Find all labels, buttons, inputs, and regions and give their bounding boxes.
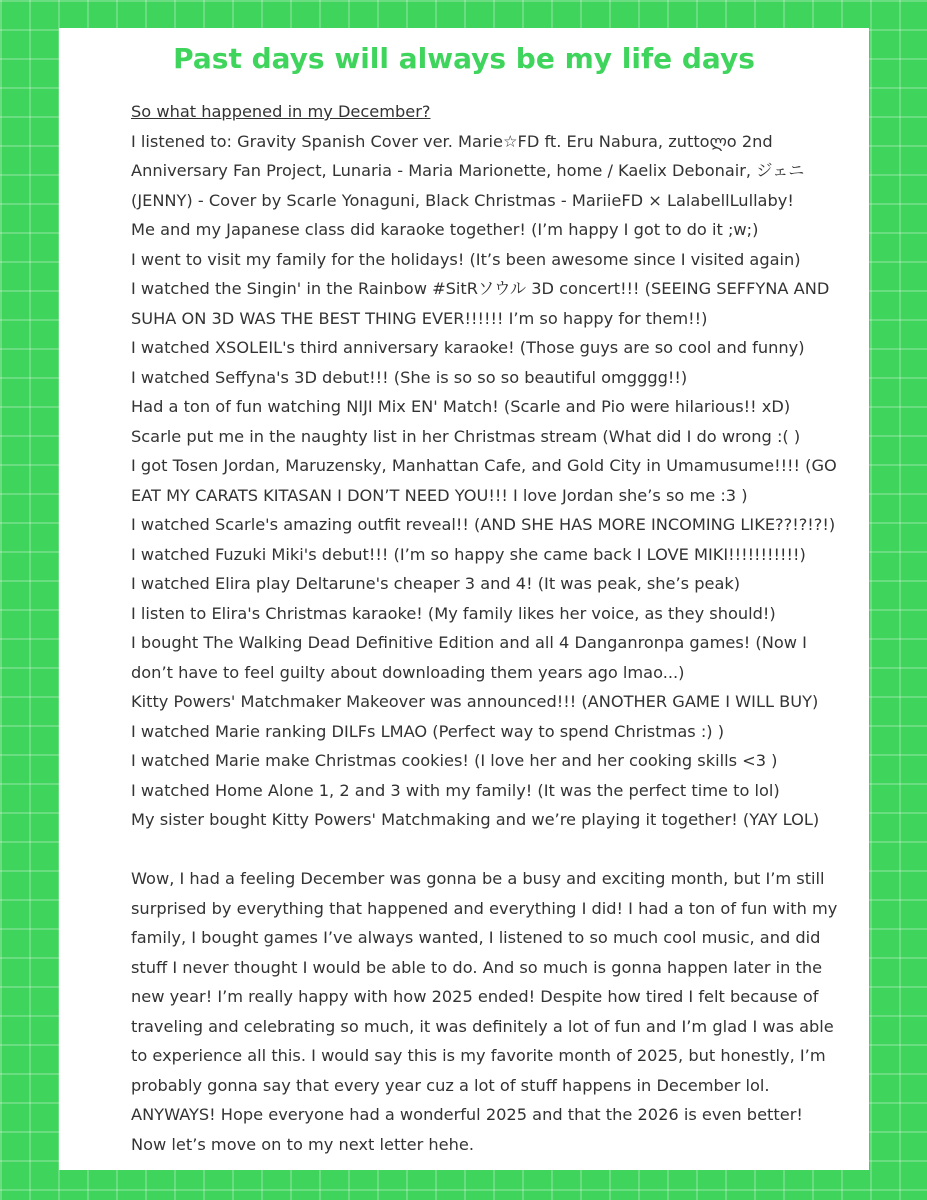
subheading: So what happened in my December? — [131, 102, 431, 121]
list-item: I watched XSOLEIL's third anniversary karaoke! (Those guys are so cool and funny) — [131, 338, 805, 357]
list-item: I watched the Singin' in the Rainbow #SitRソウル 3D concert!!! (SEEING SEFFYNA AND SUHA ON 3D WAS THE BEST THING EVER!!!!!! I’m so happy for them!!) — [131, 279, 830, 328]
list-item: I watched Elira play Deltarune's cheaper 3 and 4! (It was peak, she’s peak) — [131, 574, 741, 593]
list-item: My sister bought Kitty Powers' Matchmaking and we’re playing it together! (YAY LOL) — [131, 810, 820, 829]
list-item: Kitty Powers' Matchmaker Makeover was announced!!! (ANOTHER GAME I WILL BUY) — [131, 692, 819, 711]
letter-page — [59, 28, 869, 1170]
list-item: Me and my Japanese class did karaoke together! (I’m happy I got to do it ;w;) — [131, 220, 759, 239]
list-item: I watched Scarle's amazing outfit reveal!! (AND SHE HAS MORE INCOMING LIKE??!?!?!) — [131, 515, 836, 534]
list-item: I listened to: Gravity Spanish Cover ver. Marie☆FD ft. Eru Nabura, zuttoლo 2nd Anniversary Fan Project, Lunaria - Maria Marionette, home / Kaelix Debonair, ジェニ (JENNY) - Cover by Scarle Yonaguni, Black Christmas - MariieFD × LalabellLullaby! — [131, 131, 805, 210]
closing-paragraph: Wow, I had a feeling December was gonna be a busy and exciting month, but I’m still surprised by everything that happened and everything I did! I had a ton of fun with my family, I bought games I’ve always wanted, I listened to so much cool music, and did stuff I never thought I would be able to do. And so much is gonna happen later in the new year! I’m really happy with how 2025 ended! Despite how tired I felt because of traveling and celebrating so much, it was definitely a lot of fun and I’m glad I was able to experience all this. I would say this is my favorite month of 2025, but honestly, I’m probably gonna say that every year cuz a lot of stuff happens in December lol. ANYWAYS! Hope everyone had a wonderful 2025 and that the 2026 is even better! Now let’s move on to my next letter hehe. — [131, 869, 838, 1154]
letter-body — [131, 97, 843, 1159]
list-item: Had a ton of fun watching NIJI Mix EN' Match! (Scarle and Pio were hilarious!! xD) — [131, 397, 791, 416]
page-title: Past days will always be my life days — [173, 42, 755, 75]
list-item: I listen to Elira's Christmas karaoke! (My family likes her voice, as they should!) — [131, 603, 776, 623]
list-item: I watched Home Alone 1, 2 and 3 with my family! (It was the perfect time to lol) — [131, 780, 780, 800]
list-item: I bought The Walking Dead Definitive Edition and all 4 Danganronpa games! (Now I don’t have to feel guilty about downloading them years ago lmao...) — [131, 633, 807, 682]
list-item: Scarle put me in the naughty list in her Christmas stream (What did I do wrong :( ) — [131, 426, 801, 446]
list-item: I went to visit my family for the holidays! (It’s been awesome since I visited again) — [131, 249, 801, 269]
list-item: I watched Marie make Christmas cookies! (I love her and her cooking skills <3 ) — [131, 751, 778, 770]
list-item: I watched Fuzuki Miki's debut!!! (I’m so happy she came back I LOVE MIKI!!!!!!!!!!!) — [131, 544, 806, 564]
list-item: I watched Marie ranking DILFs LMAO (Perfect way to spend Christmas :) ) — [131, 721, 725, 741]
list-item: I watched Seffyna's 3D debut!!! (She is so so so beautiful omgggg!!) — [131, 367, 688, 387]
paragraph-spacer — [131, 835, 843, 865]
list-item: I got Tosen Jordan, Maruzensky, Manhattan Cafe, and Gold City in Umamusume!!!! (GO EAT MY CARATS KITASAN I DON’T NEED YOU!!! I love Jordan she’s so me :3 ) — [131, 456, 837, 505]
